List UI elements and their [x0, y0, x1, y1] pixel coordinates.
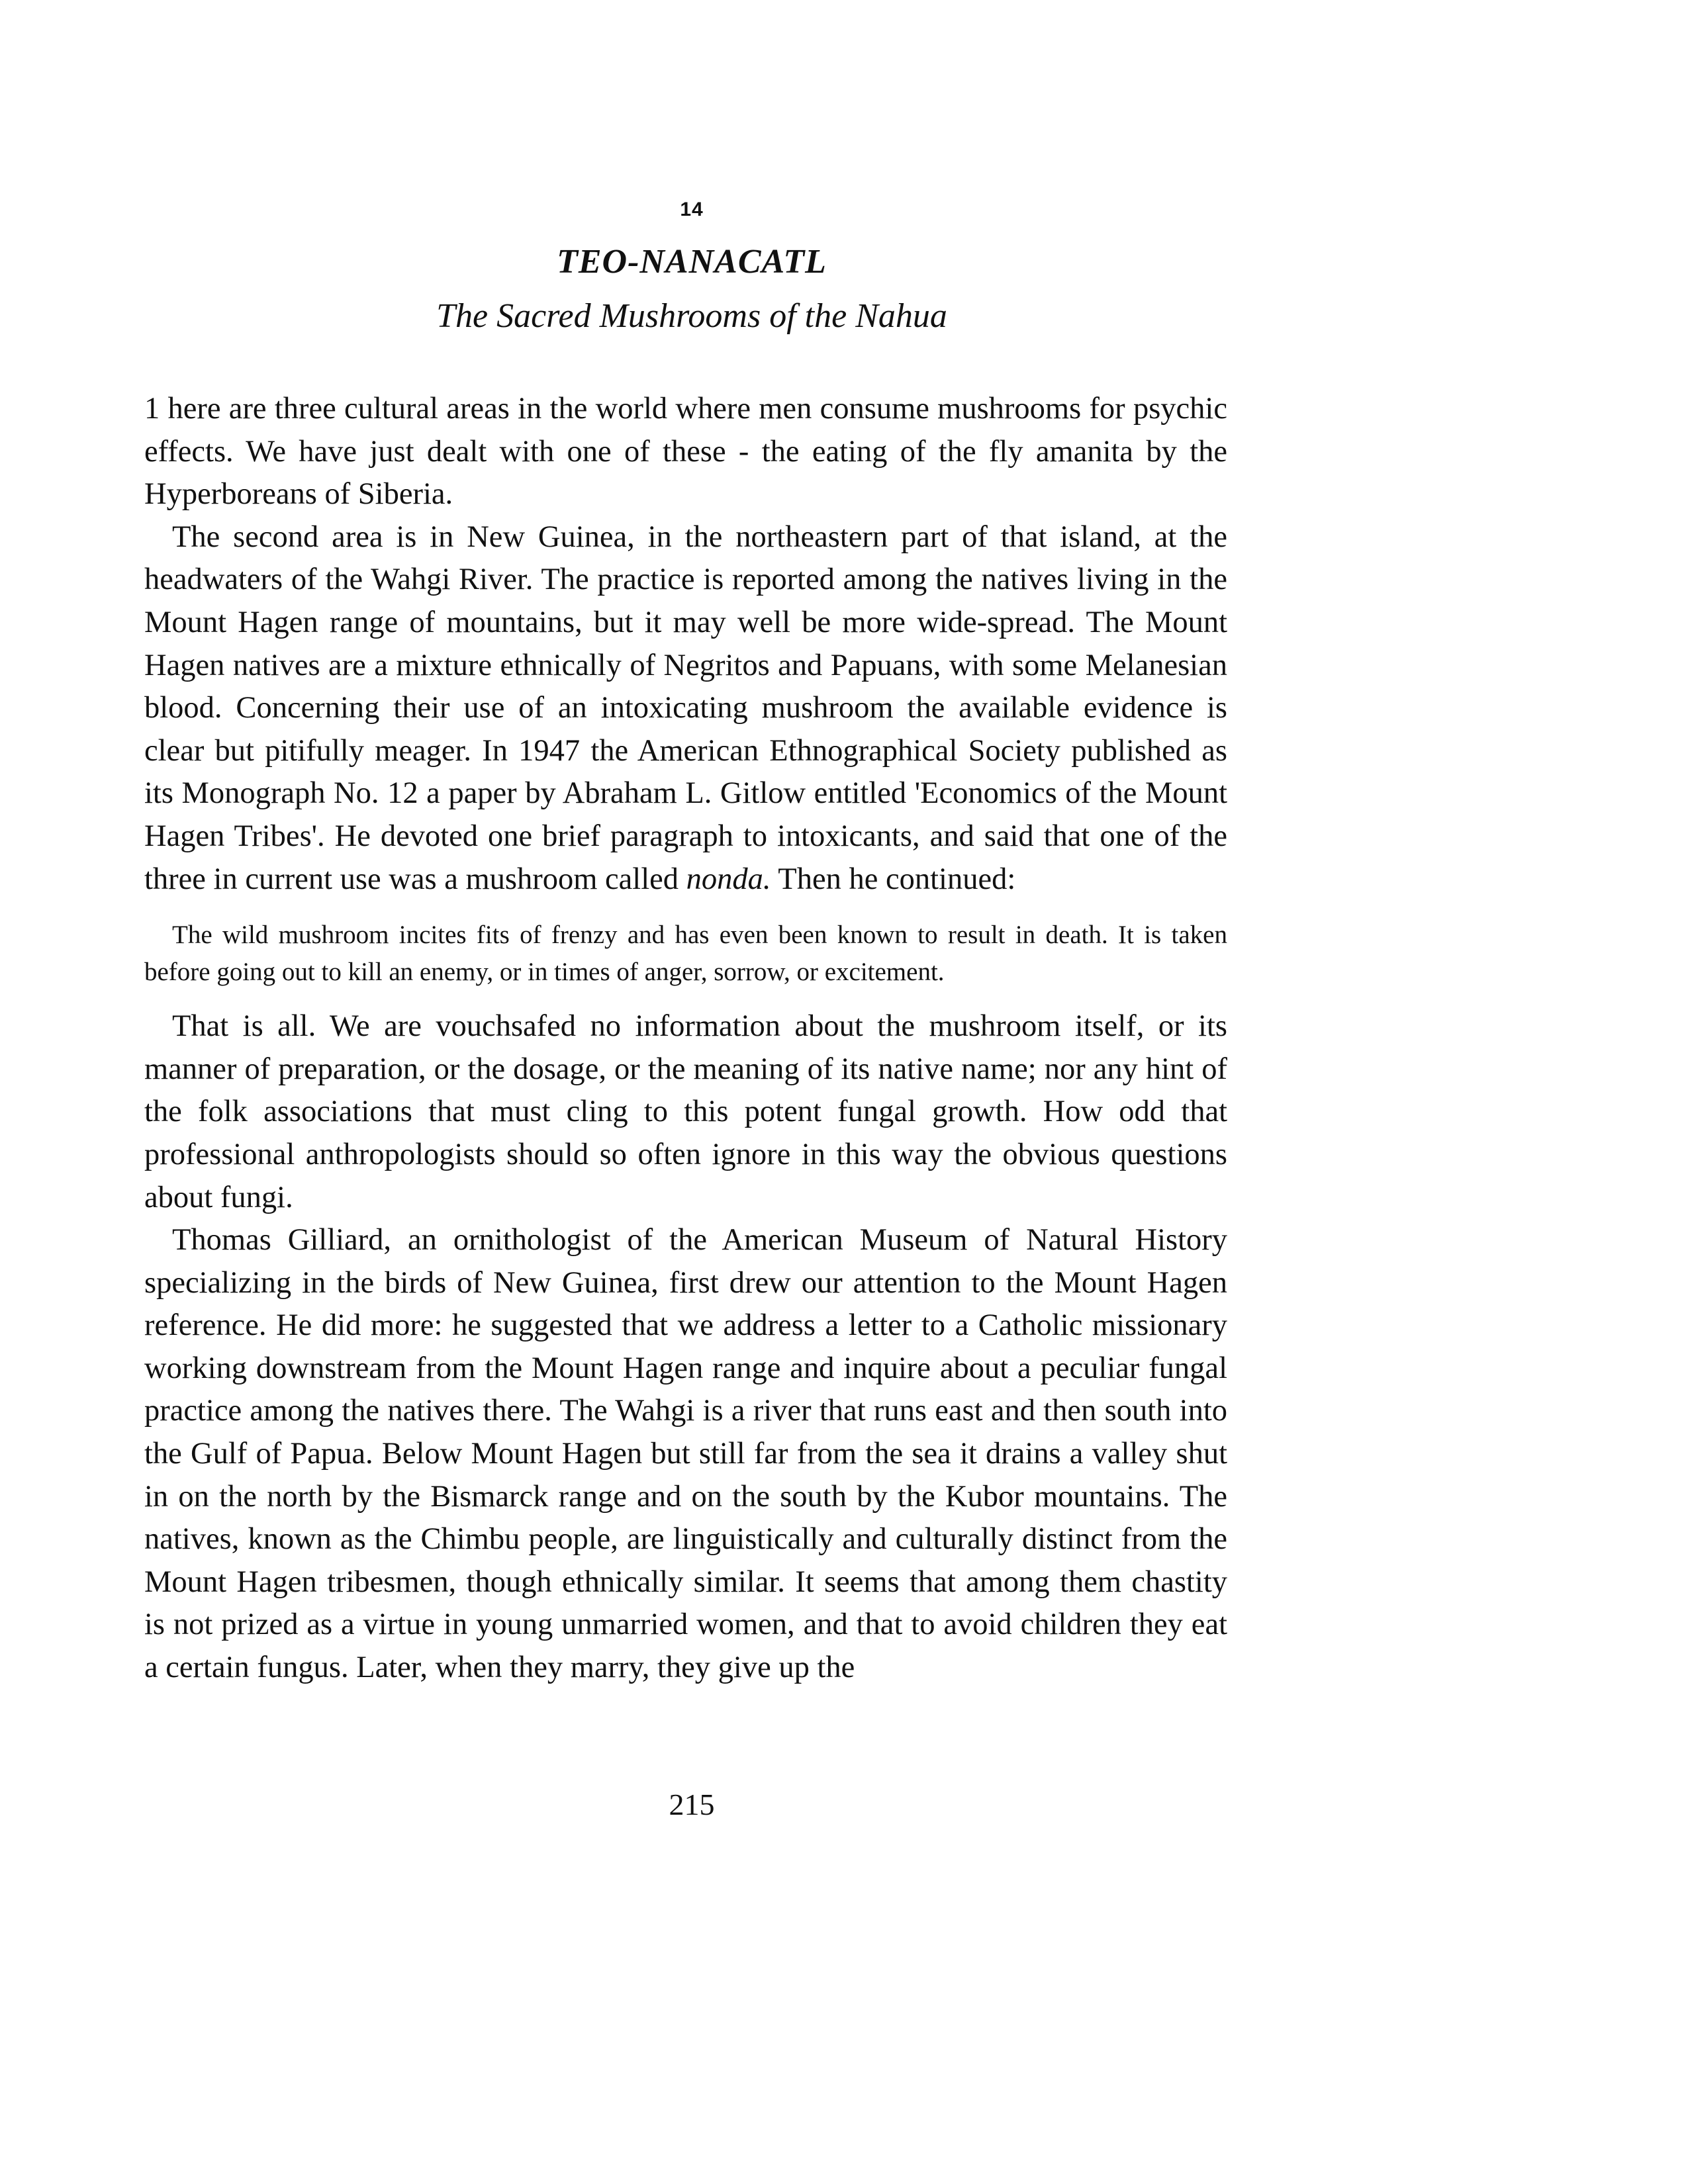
chapter-title: TEO-NANACATL: [557, 243, 827, 281]
chapter-subtitle: The Sacred Mushrooms of the Nahua: [436, 297, 947, 335]
paragraph-2-text: The second area is in New Guinea, in the northeastern part of that island, at the headwaters of the Wahgi River. The practice is reported among the natives living in the Mount Hagen range of mountains, but it may well be more wide-spread. The Mount Hagen natives are a mixture ethnically of Negritos and Papuans, with some Melanesian blood. Concerning their use of an intoxicating mushroom the available evidence is clear but pitifully meager. In 1947 the American Ethnographical Society published as its Monograph No. 12 a paper by Abraham L. Gitlow entitled 'Economics of the Mount Hagen Tribes'. He devoted one brief paragraph to intoxicants, and said that one of the three in current use was a mushroom called: [144, 520, 1227, 896]
body-text: [144, 388, 1227, 1690]
paragraph-4: Thomas Gilliard, an ornithologist of the American Museum of Natural History specializing in the birds of New Guinea, first drew our attention to the Mount Hagen reference. He did more: he suggested that we address a letter to a Catholic missionary working downstream from the Mount Hagen range and inquire about a peculiar fungal practice among the natives there. The Wahgi is a river that runs east and then south into the Gulf of Papua. Below Mount Hagen but still far from the sea it drains a valley shut in on the north by the Bismarck range and on the south by the Kubor mountains. The natives, known as the Chimbu people, are linguistically and culturally distinct from the Mount Hagen tribesmen, though ethnically similar. It seems that among them chastity is not prized as a virtue in young unmarried women, and that to avoid children they eat a certain fungus. Later, when they marry, they give up the: [144, 1223, 1227, 1685]
paragraph-2-italic-term: nonda.: [686, 862, 771, 896]
paragraph-1: 1 here are three cultural areas in the world where men consume mushrooms for psychic effects. We have just dealt with one of these - the eating of the fly amanita by the Hyperboreans of Siberia.: [144, 392, 1227, 512]
page-number: 215: [669, 1788, 715, 1821]
paragraph-3: That is all. We are vouchsafed no information about the mushroom itself, or its manner of preparation, or the dosage, or the meaning of its native name; nor any hint of the folk associations that must cling to this potent fungal growth. How odd that professional anthropologists should so often ignore in this way the obvious questions about fungi.: [144, 1009, 1227, 1214]
paragraph-2-tail: Then he continued:: [771, 862, 1016, 896]
chapter-number: 14: [680, 199, 704, 220]
block-quote: The wild mushroom incites fits of frenzy and has even been known to result in death. It is taken before going out to kill an enemy, or in times of anger, sorrow, or excitement.: [144, 921, 1227, 987]
paragraph-2: [144, 516, 1227, 901]
